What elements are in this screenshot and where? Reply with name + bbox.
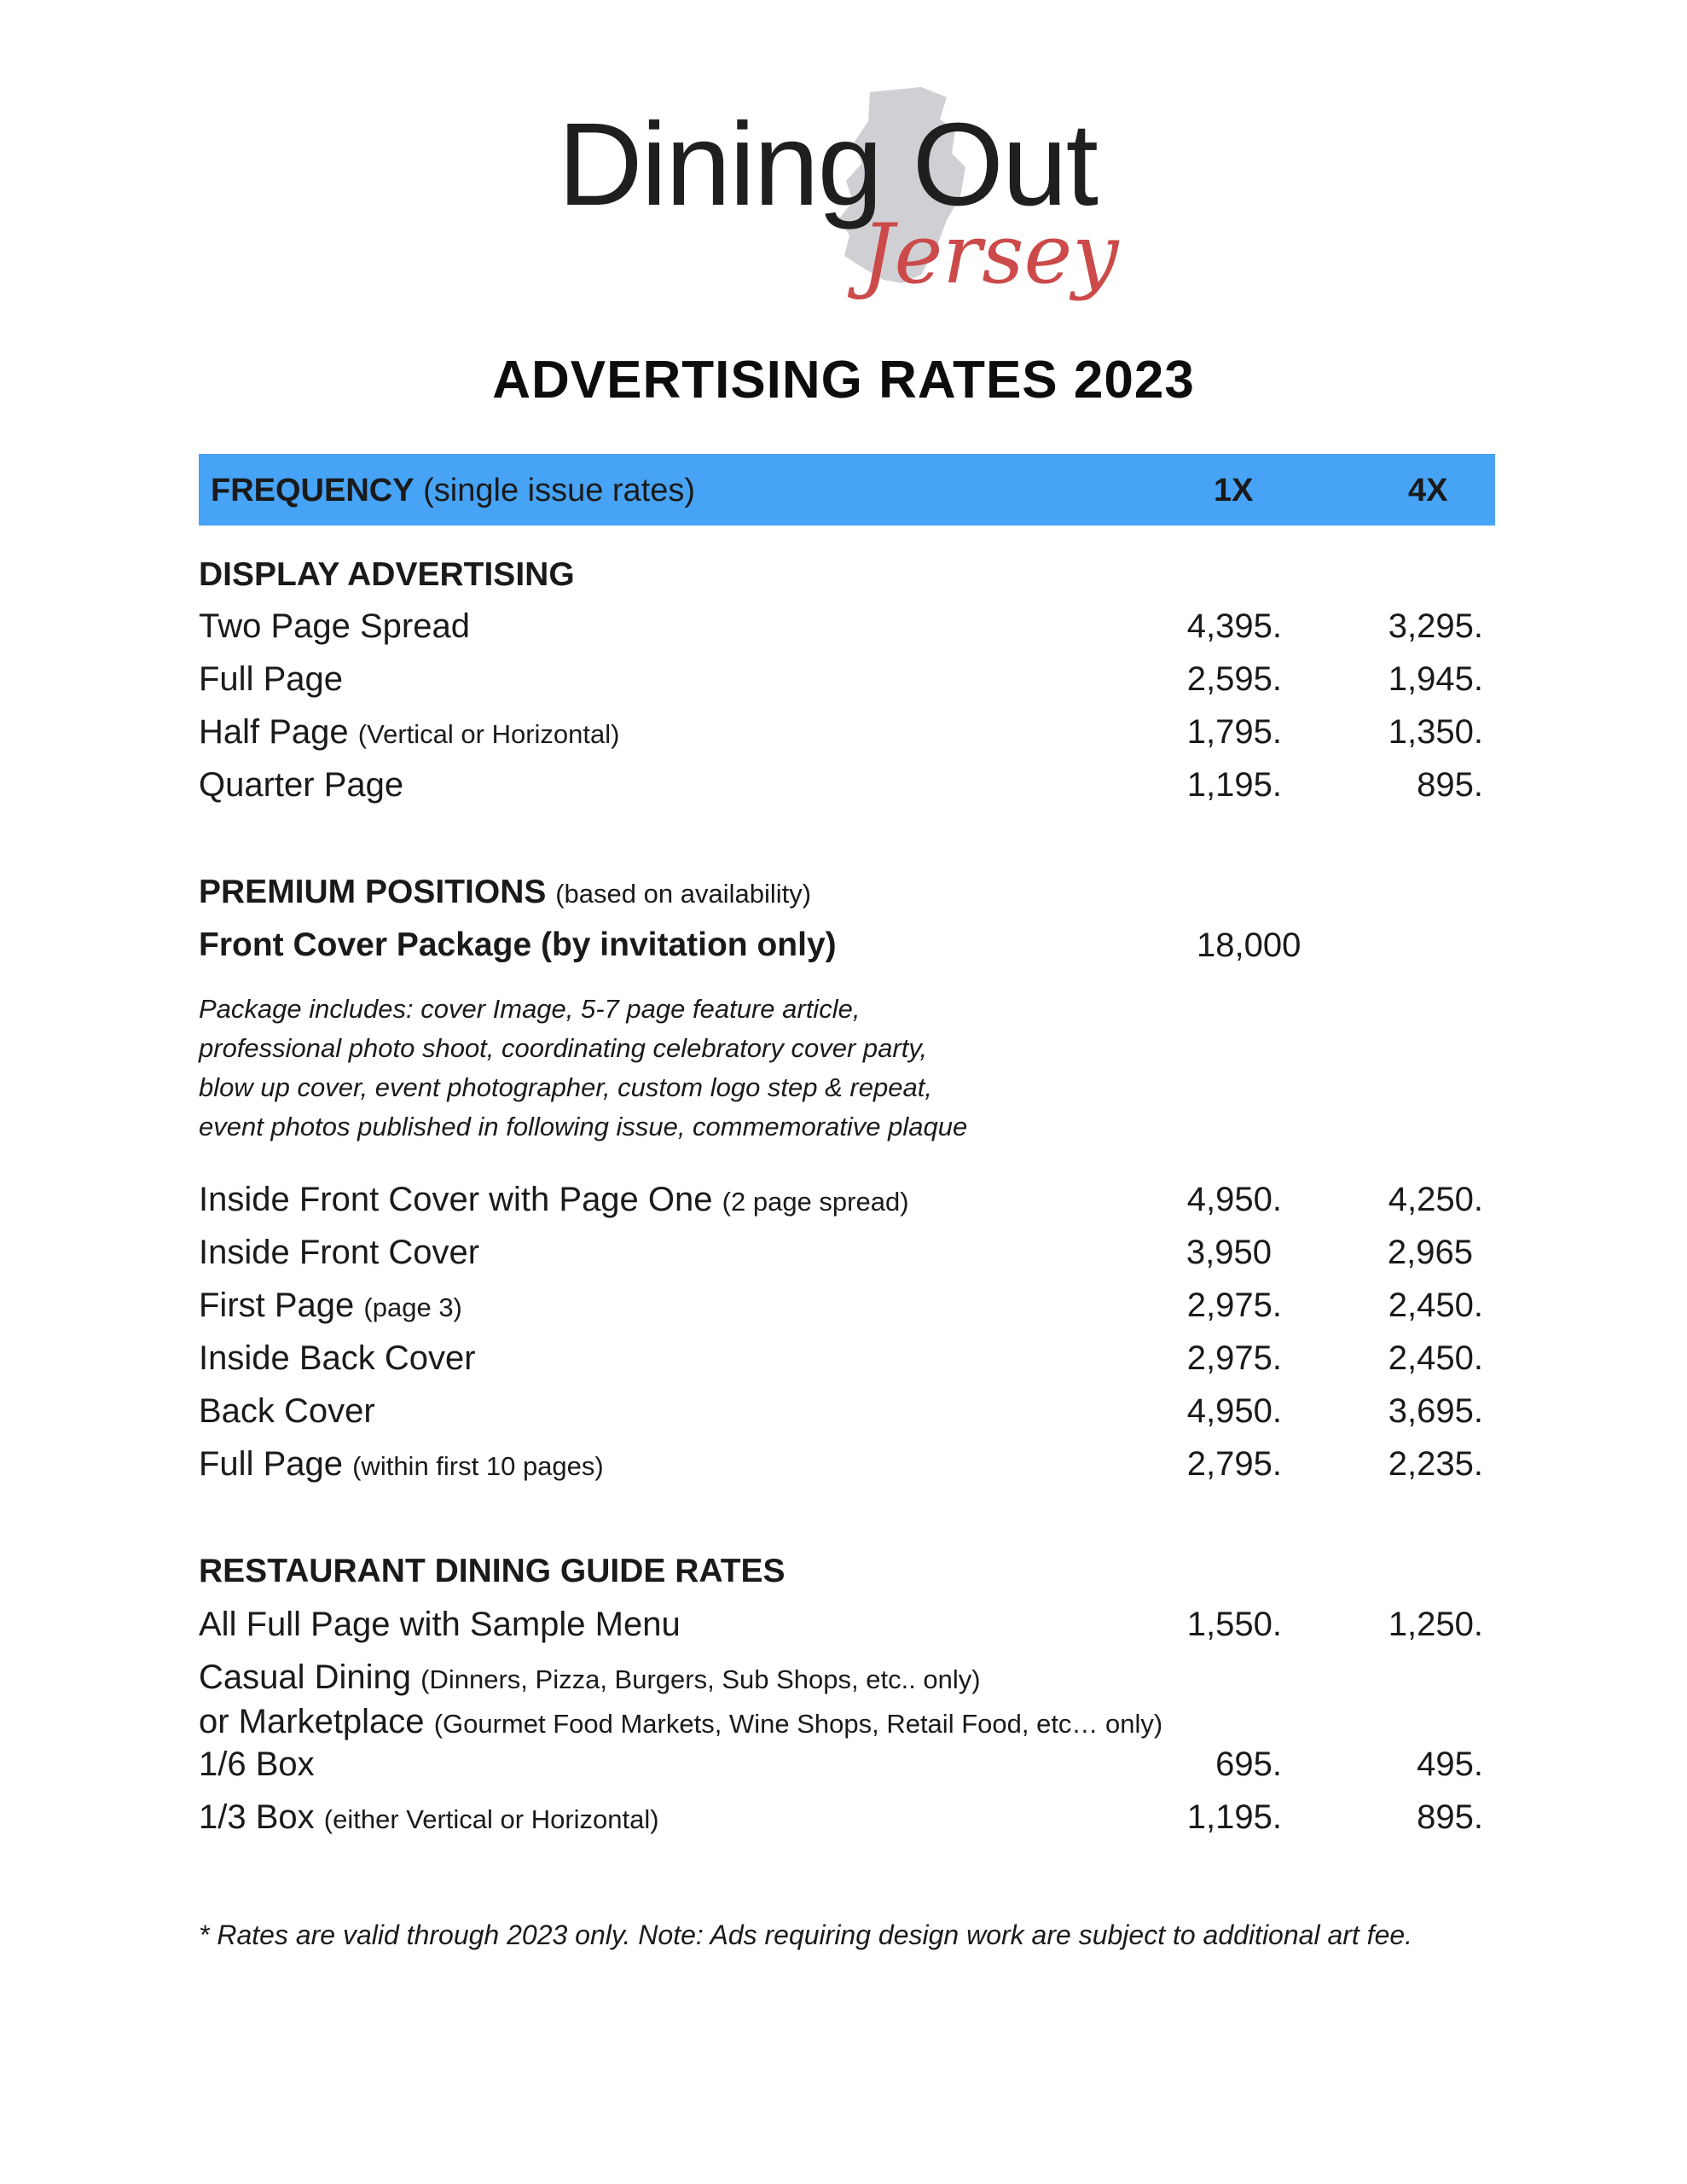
rate-row	[199, 660, 1495, 708]
rate-row	[199, 1287, 1495, 1334]
rate-1x: 1,195.	[1186, 1798, 1282, 1836]
rate-4x: 3,695.	[1388, 1392, 1483, 1430]
marketplace-line: or Marketplace (Gourmet Food Markets, Wine Shops, Retail Food, etc… only)	[199, 1703, 1163, 1740]
rate-4x: 1,250.	[1388, 1606, 1483, 1643]
rate-row	[199, 713, 1495, 761]
rate-1x: 4,395.	[1186, 607, 1282, 645]
logo	[546, 85, 1143, 316]
rate-1x: 1,795.	[1186, 713, 1282, 751]
rate-name: Inside Front Cover	[199, 1234, 480, 1271]
frequency-label-sub: (single issue rates)	[423, 473, 696, 508]
rate-1x: 2,795.	[1186, 1445, 1282, 1483]
rate-row	[199, 1798, 1495, 1846]
rate-1x: 4,950.	[1186, 1392, 1282, 1430]
rate-name: Half Page (Vertical or Horizontal)	[199, 713, 620, 751]
rate-1x: 2,595.	[1186, 660, 1282, 698]
rate-name: Inside Back Cover	[199, 1339, 476, 1377]
rate-1x: 3,950	[1186, 1234, 1272, 1271]
rate-4x: 495.	[1417, 1745, 1483, 1783]
dining-guide-heading: RESTAURANT DINING GUIDE RATES	[199, 1553, 786, 1589]
rate-name: Full Page	[199, 660, 343, 698]
rate-name: First Page (page 3)	[199, 1287, 462, 1324]
frequency-header-bar	[199, 454, 1495, 526]
front-cover-package-row	[199, 926, 1495, 974]
rate-row	[199, 766, 1495, 814]
rate-1x: 1,550.	[1186, 1606, 1282, 1643]
rate-4x: 1,350.	[1388, 713, 1483, 751]
rate-name: Back Cover	[199, 1392, 375, 1430]
logo-script-text: Jersey	[861, 206, 1119, 302]
rate-1x: 1,195.	[1186, 766, 1282, 804]
rate-4x: 895.	[1417, 766, 1483, 804]
premium-positions-heading: PREMIUM POSITIONS (based on availability)	[199, 874, 812, 910]
rate-name: Full Page (within first 10 pages)	[199, 1445, 604, 1483]
rate-4x: 2,450.	[1388, 1287, 1483, 1324]
rate-4x: 895.	[1417, 1798, 1483, 1836]
logo-main-text: Dining Out	[558, 99, 1097, 230]
rate-1x: 4,950.	[1186, 1181, 1282, 1218]
rate-4x: 2,235.	[1388, 1445, 1483, 1483]
rate-row	[199, 1181, 1495, 1228]
rate-row	[199, 1234, 1495, 1281]
footnote: * Rates are valid through 2023 only. Note: Ads requiring design work are subject to additional art fee.	[199, 1920, 1413, 1950]
rate-row	[199, 1392, 1495, 1440]
casual-dining-line: Casual Dining (Dinners, Pizza, Burgers, Sub Shops, etc.. only)	[199, 1658, 981, 1696]
rate-name: All Full Page with Sample Menu	[199, 1606, 681, 1643]
rate-row	[199, 607, 1495, 655]
rate-name: Two Page Spread	[199, 607, 470, 645]
column-4x-header: 4X	[1408, 473, 1448, 508]
rate-4x: 2,965	[1387, 1234, 1473, 1271]
rate-name: Inside Front Cover with Page One (2 page spread)	[199, 1181, 909, 1218]
rate-1x: 2,975.	[1186, 1287, 1282, 1324]
rate-4x: 2,450.	[1388, 1339, 1483, 1377]
rate-name: Quarter Page	[199, 766, 404, 804]
rate-row	[199, 1745, 1495, 1793]
page-title: ADVERTISING RATES 2023	[492, 351, 1195, 410]
rate-row	[199, 1339, 1495, 1387]
rate-name: 1/3 Box (either Vertical or Horizontal)	[199, 1798, 659, 1836]
rate-4x: 4,250.	[1388, 1181, 1483, 1218]
front-cover-package-name: Front Cover Package (by invitation only)	[199, 926, 837, 963]
frequency-label	[211, 473, 695, 509]
rate-name: 1/6 Box	[199, 1745, 315, 1783]
front-cover-package-price: 18,000	[1197, 926, 1301, 964]
rate-1x: 695.	[1215, 1745, 1282, 1783]
rate-row	[199, 1606, 1495, 1653]
package-description: Package includes: cover Image, 5-7 page feature article, professional photo shoot, coordinating celebratory cover party, blow up cover, event photographer, custom logo step & repeat, event photos published in following issue, commemorative plaque	[199, 994, 968, 1141]
display-advertising-heading: DISPLAY ADVERTISING	[199, 556, 575, 593]
rate-1x: 2,975.	[1186, 1339, 1282, 1377]
column-1x-header: 1X	[1214, 473, 1254, 508]
rate-4x: 1,945.	[1388, 660, 1483, 698]
rate-4x: 3,295.	[1388, 607, 1483, 645]
frequency-label-bold: FREQUENCY	[211, 473, 415, 508]
rate-row	[199, 1445, 1495, 1493]
